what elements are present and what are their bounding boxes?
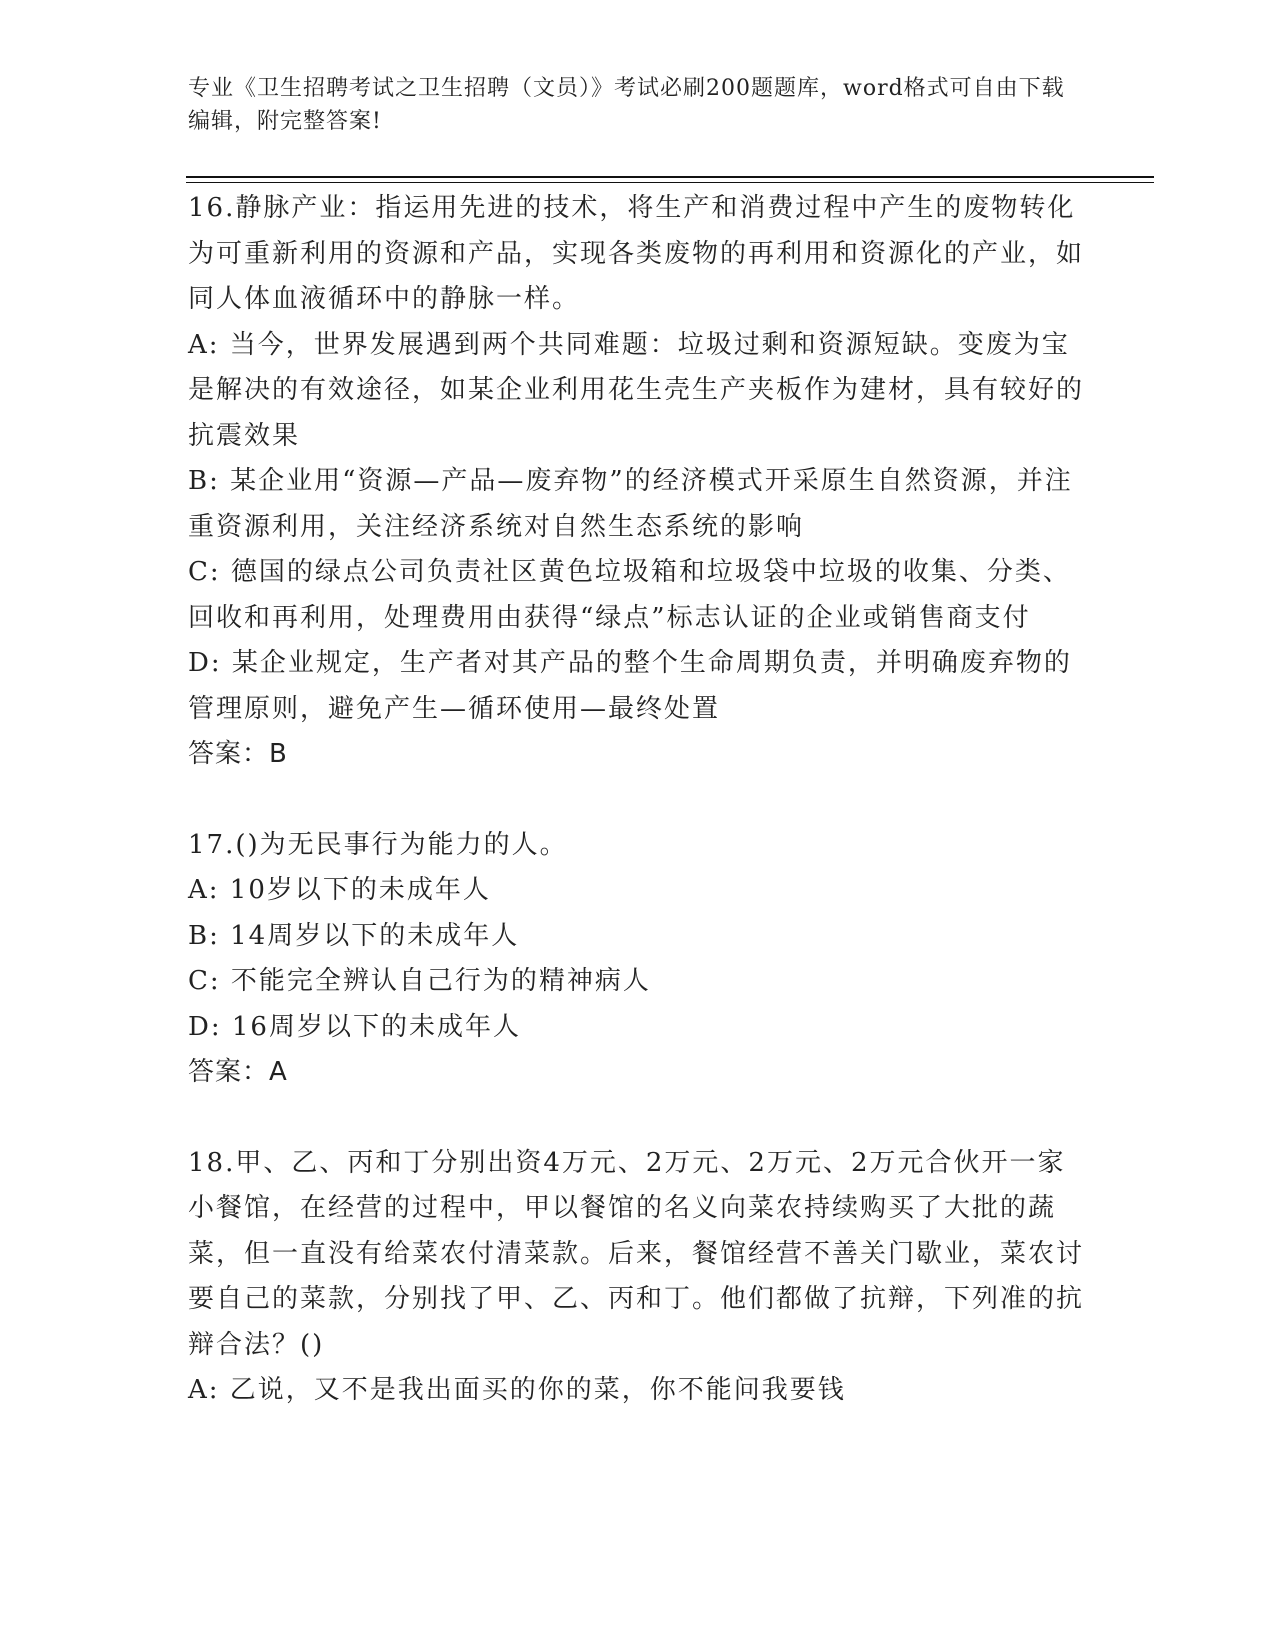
page-header: 专业《卫生招聘考试之卫生招聘（文员）》考试必刷200题题库，word格式可自由下载编辑，附完整答案! xyxy=(188,76,1065,134)
header-rule-thin xyxy=(186,182,1154,183)
option-b: B: 某企业用“资源—产品—废弃物”的经济模式开采原生自然资源，并注重资源利用，关注经济系统对自然生态系统的影响 xyxy=(188,466,1073,542)
spacer xyxy=(188,778,1088,823)
question-18 xyxy=(188,1141,1088,1414)
spacer xyxy=(188,1096,1088,1141)
question-stem: 17.()为无民事行为能力的人。 xyxy=(188,829,568,860)
header-rule-thick xyxy=(186,176,1154,178)
option-a: A: 当今，世界发展遇到两个共同难题：垃圾过剩和资源短缺。变废为宝是解决的有效途径，如某企业利用花生壳生产夹板作为建材，具有较好的抗震效果 xyxy=(188,329,1085,451)
option-c: C: 德国的绿点公司负责社区黄色垃圾箱和垃圾袋中垃圾的收集、分类、回收和再利用，处理费用由获得“绿点”标志认证的企业或销售商支付 xyxy=(188,557,1071,633)
question-16 xyxy=(188,186,1088,778)
question-stem: 18.甲、乙、丙和丁分别出资4万元、2万元、2万元、2万元合伙开一家小餐馆，在经营的过程中，甲以餐馆的名义向菜农持续购买了大批的蔬菜，但一直没有给菜农付清菜款。后来，餐馆经营不善关门歇业，菜农讨要自己的菜款，分别找了甲、乙、丙和丁。他们都做了抗辩，下列准的抗辩合法？() xyxy=(188,1147,1085,1360)
option-b: B: 14周岁以下的未成年人 xyxy=(188,920,520,951)
option-d: D: 某企业规定，生产者对其产品的整个生命周期负责，并明确废弃物的管理原则，避免产生—循环使用—最终处置 xyxy=(188,648,1072,724)
option-a: A: 10岁以下的未成年人 xyxy=(188,875,491,905)
answer: 答案：A xyxy=(188,1057,288,1087)
question-17 xyxy=(188,823,1088,1096)
option-d: D: 16周岁以下的未成年人 xyxy=(188,1011,521,1042)
question-stem: 16.静脉产业：指运用先进的技术，将生产和消费过程中产生的废物转化为可重新利用的资源和产品，实现各类废物的再利用和资源化的产业，如同人体血液循环中的静脉一样。 xyxy=(188,193,1085,314)
option-a: A: 乙说，又不是我出面买的你的菜，你不能问我要钱 xyxy=(188,1375,846,1405)
answer: 答案：B xyxy=(188,739,288,769)
option-c: C: 不能完全辨认自己行为的精神病人 xyxy=(188,966,651,996)
question-list xyxy=(188,186,1088,1414)
